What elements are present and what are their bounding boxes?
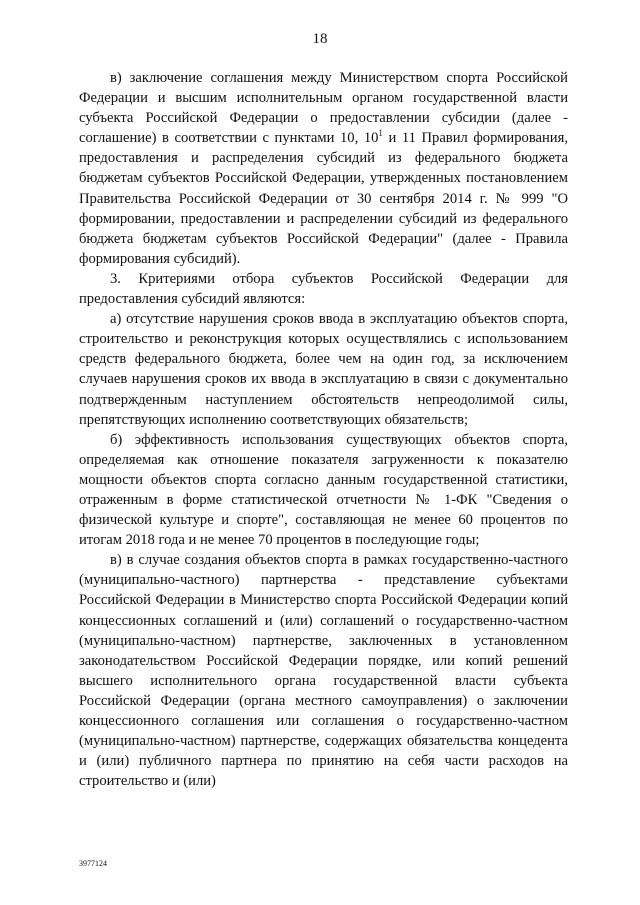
superscript: 1 [378, 128, 383, 139]
document-body [79, 68, 568, 791]
paragraph-a-no-violations: а) отсутствие нарушения сроков ввода в эксплуатацию объектов спорта, строительство и реконструкция которых осуществлялись с использованием средств федерального бюджета, более чем на один год, за исключением случаев нарушения сроков их ввода в эксплуатацию в связи с документально подтвержденным наступлением обстоятельств непреодолимой силы, препятствующих исполнению соответствующих обязательств; [79, 311, 568, 428]
paragraph-text: в) заключение соглашения между Министерством спорта Российской Федерации и высшим исполнительным органом государственной власти субъекта Российской Федерации о предоставлении субсидии (далее - соглашение) в соответствии с пунктами 10, 10 [79, 70, 568, 147]
paragraph-text: и 11 Правил формирования, предоставления и распределения субсидий из федерального бюджета бюджетам субъектов Российской Федерации, утвержденных постановлением Правительства Российской Федерации от 30 сентября 2014 г. № 999 "О формировании, предоставлении и распределении субсидий из федерального бюджета бюджетам субъектов Российской Федерации" (далее - Правила формирования субсидий). [79, 130, 568, 267]
paragraph-v-partnership: в) в случае создания объектов спорта в рамках государственно-частного (муниципально-частного) партнерства - представление субъектами Российской Федерации в Министерство спорта Российской Федерации копий концессионных соглашений и (или) соглашений о государственно-частном (муниципально-частном) партнерстве, заключенных в установленном законодательством Российской Федерации порядке, или копий решений высшего исполнительного органа государственной власти субъекта Российской Федерации (органа местного самоуправления) о заключении концессионного соглашения или соглашения о государственно-частном (муниципально-частном) партнерстве, содержащих обязательства концедента и (или) публичного партнера по принятию на себя части расходов на строительство и (или) [79, 552, 568, 790]
page-number: 18 [312, 31, 328, 47]
paragraph-item-3: 3. Критериями отбора субъектов Российской Федерации для предоставления субсидий являются: [79, 270, 568, 308]
document-code: 3977124 [79, 859, 107, 868]
paragraph-b-efficiency: б) эффективность использования существующих объектов спорта, определяемая как отношение показателя загруженности к показателю мощности объектов спорта согласно данным государственной статистики, отраженным в форме статистической отчетности № 1-ФК "Сведения о физической культуре и спорте", составляющая не менее 60 процентов по итогам 2018 года и не менее 70 процентов в последующие годы; [79, 431, 568, 549]
paragraph-v-agreement [79, 68, 568, 269]
